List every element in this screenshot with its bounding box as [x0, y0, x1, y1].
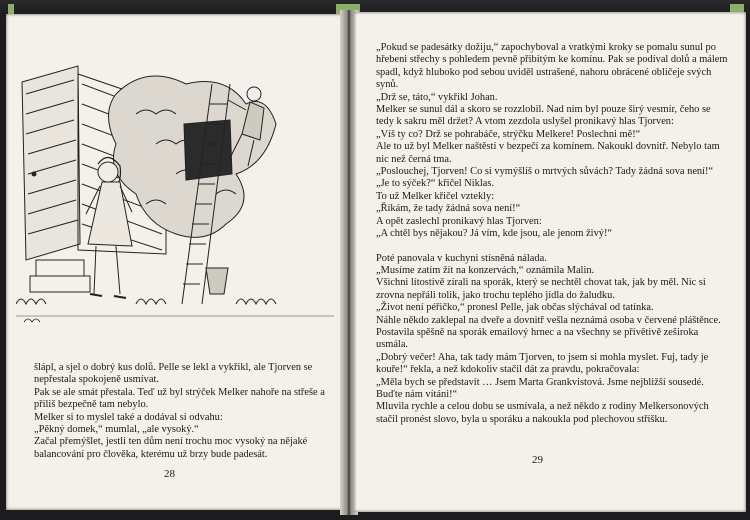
- paragraph: „Dobrý večer! Aha, tak tady mám Tjorven, to jsem si mohla myslet. Fuj, tady je kouře!“ řekla, a než kdokoliv stačil dát za pravdu, pokračovala:: [376, 351, 709, 376]
- right-page-text: [376, 42, 728, 426]
- left-page-text: [34, 362, 334, 461]
- paragraph: „Víš ty co? Drž se pohrabáče, strýčku Melkere! Poslechni mě!“: [376, 128, 641, 140]
- paragraph: „Život není péřičko,“ pronesl Pelle, jak občas slýchával od tatínka.: [376, 302, 654, 314]
- paragraph: „Musíme zatím žít na konzervách,“ oznámila Malin.: [376, 264, 595, 276]
- section-break: [376, 241, 728, 253]
- paragraph: Melker si to myslel také a dodával si odvahu:: [34, 411, 223, 423]
- paragraph: „Poslouchej, Tjorven! Co si vymýšlíš o mrtvých sůvách? Tady žádná sova není!“: [376, 166, 714, 178]
- paragraph: „Měla bych se představit … Jsem Marta Grankvistová. Jsme nejbližší sousedé. Buďte nám vítáni!“: [376, 376, 704, 400]
- paragraph: „A chtěl bys nějakou? Já vím, kde jsou, ale jenom živý!“: [376, 228, 613, 240]
- paragraph: „Pěkný domek,“ mumlal, „ale vysoký.“: [34, 424, 199, 436]
- paragraph: „Říkám, že tady žádná sova není!“: [376, 203, 521, 215]
- paragraph: Všichni lítostivě zírali na sporák, který se nechtěl chovat tak, jak by měl. Nic si zrovna nepřáli tolik, jako trochu teplého jídla do žaludku.: [376, 277, 706, 301]
- page-number: 29: [532, 454, 543, 466]
- paragraph: „Je to sýček?“ křičel Niklas.: [376, 178, 495, 190]
- paragraph: Poté panovala v kuchyni stísněná nálada.: [376, 252, 547, 264]
- right-page: [354, 12, 746, 512]
- paragraph: šlápl, a sjel o dobrý kus dolů. Pelle se lekl a vykřikl, ale Tjorven se nepřestala spokojeně usmívat.: [34, 362, 313, 386]
- paragraph: Ale to už byl Melker naštěstí v bezpečí za komínem. Nakoukl dovnitř. Nebylo tam nic než černá tma.: [376, 141, 720, 165]
- illustration: [16, 54, 334, 344]
- paragraph: Náhle někdo zaklepal na dveře a dovnitř vešla neznámá osoba v červené pláštěnce. Postavila spěšně na sporák emailový hrnec a na všechny se přívětivě zeširoka usmála.: [376, 314, 721, 351]
- paragraph: To už Melker křičel vztekly:: [376, 190, 495, 202]
- paragraph: Mluvila rychle a celou dobu se usmívala, a než někdo z rodiny Melkersonových stačil pronést slovo, byla u sporáku a nakoukla pod plechovou stříšku.: [376, 401, 709, 425]
- left-page: [6, 14, 344, 510]
- paragraph: „Pokud se padesátky dožiju,“ zapochyboval a vratkými kroky se pomalu sunul po hřebeni střechy s pohledem pevně přibitým ke komínu. Pak se podíval dolů a málem spadl, když hluboko pod sebou uviděl ustrašené, nahoru obrácené obličeje svých synů.: [376, 42, 728, 91]
- paragraph: Melker se sunul dál a skoro se rozzlobil. Nad ním byl pouze širý vesmír, čeho se tedy k sakru měl držet? A vtom zezdola uslyšel pronikavý hlas Tjorven:: [376, 104, 711, 128]
- paragraph: „Drž se, táto,“ vykřikl Johan.: [376, 91, 498, 103]
- paragraph: A opět zaslechl pronikavý hlas Tjorven:: [376, 215, 542, 227]
- paragraph: Začal přemýšlet, jestli ten dům není trochu moc vysoký na nějaké balancování pro člověka, kterému už brzy bude padesát.: [34, 436, 308, 460]
- page-number: 28: [164, 468, 175, 480]
- paragraph: Pak se ale smát přestala. Teď už byl strýček Melker nahoře na střeše a příliš bezpečně tam nebylo.: [34, 386, 325, 411]
